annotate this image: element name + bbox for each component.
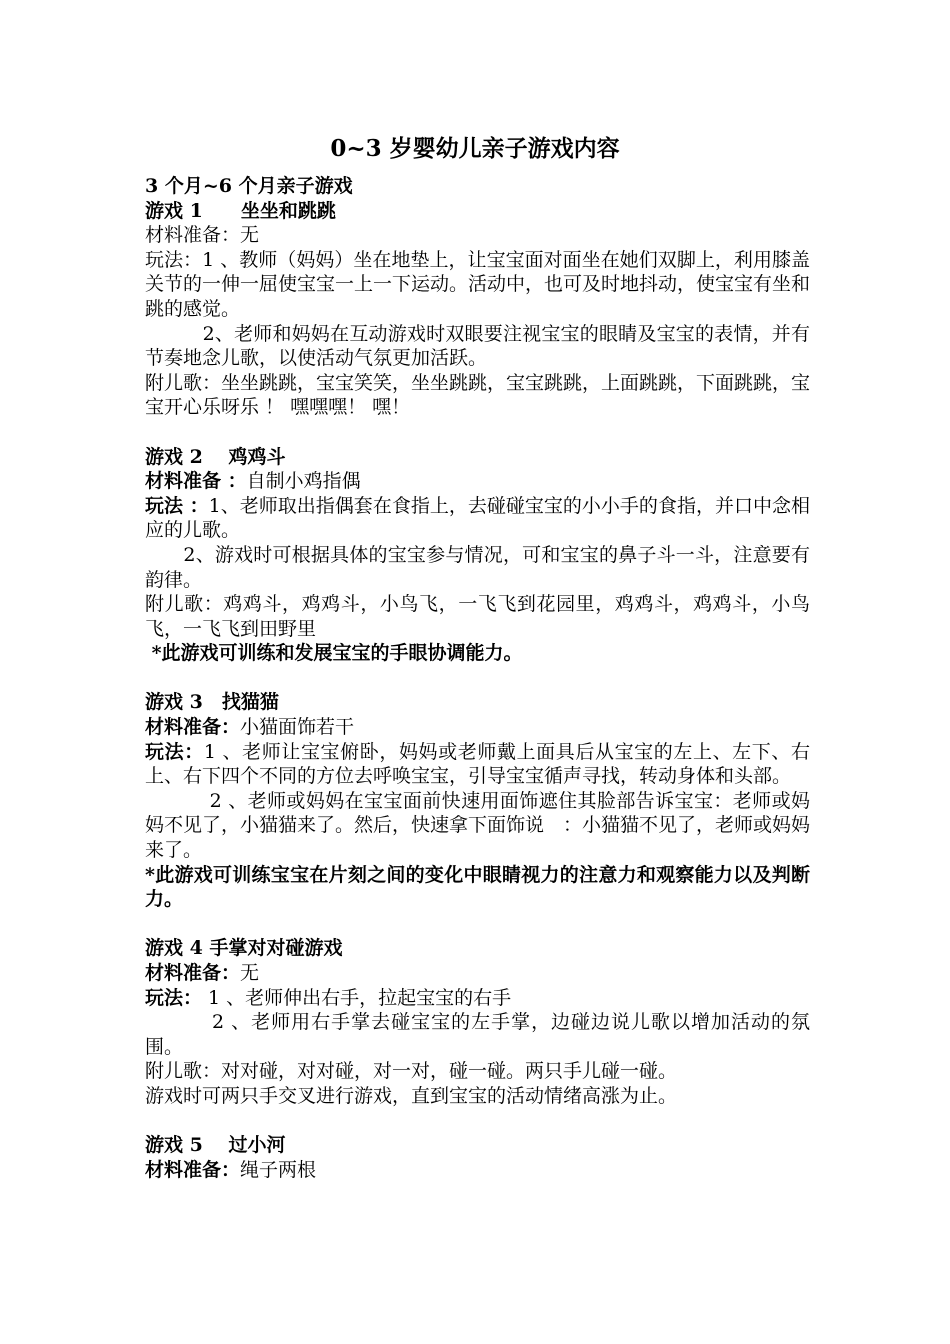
- game2-method-1: [145, 494, 810, 543]
- game3-materials-value: 小猫面饰若干: [240, 716, 355, 739]
- document-title: 0~3 岁婴幼儿亲子游戏内容: [330, 135, 620, 162]
- game5-materials: [145, 1158, 810, 1183]
- game4-method-2: 2 、老师用右手掌去碰宝宝的左手掌，边碰边说儿歌以增加活动的氛围。: [145, 1011, 810, 1058]
- game5-heading: 游戏 5 过小河: [145, 1134, 286, 1157]
- game2-method-2: 2、游戏时可根据具体的宝宝参与情况，可和宝宝的鼻子斗一斗，注意要有韵律。: [145, 543, 810, 591]
- game2-materials-label: 材料准备 ：: [145, 470, 247, 493]
- game1-rhyme: 附儿歌：坐坐跳跳，宝宝笑笑，坐坐跳跳，宝宝跳跳，上面跳跳，下面跳跳，宝宝开心乐呀乐 ！ 嘿嘿嘿！ 嘿！: [145, 371, 811, 419]
- game3-method-1-text: 1 、老师让宝宝俯卧，妈妈或老师戴上面具后从宝宝的左上、左下、右上、右下四个不同的方位去呼唤宝宝，引导宝宝循声寻找，转动身体和头部。: [145, 740, 810, 788]
- game1-heading: 游戏 1 坐坐和跳跳: [145, 199, 336, 222]
- section-heading: 3 个月~6 个月亲子游戏: [145, 175, 353, 197]
- game3-materials-label: 材料准备：: [145, 716, 241, 739]
- spacer: [145, 912, 810, 937]
- game2-materials: [145, 469, 810, 494]
- document-body: [145, 174, 810, 1182]
- game4-materials-label: 材料准备：: [145, 962, 241, 984]
- game4-heading: 游戏 4 手掌对对碰游戏: [145, 937, 343, 960]
- game3-method-2: 2 、老师或妈妈在宝宝面前快速用面饰遮住其脸部告诉宝宝：老师或妈妈不见了，小猫猫来了。然后，快速拿下面饰说 ：小猫猫不见了，老师或妈妈来了。: [145, 789, 811, 862]
- game3-method-label: 玩法：: [145, 740, 204, 763]
- game4-method-1: [145, 986, 810, 1011]
- game3-materials: [145, 715, 810, 740]
- game2-materials-value: 自制小鸡指偶: [246, 470, 361, 493]
- game1-materials: 材料准备：无: [145, 224, 260, 247]
- game5-materials-value: 绳子两根: [240, 1158, 317, 1181]
- game4-extra: 游戏时可两只手交叉进行游戏，直到宝宝的活动情绪高涨为止。: [145, 1084, 678, 1107]
- spacer: [145, 1109, 810, 1134]
- game2-rhyme: 附儿歌：鸡鸡斗，鸡鸡斗，小鸟飞，一飞飞到花园里，鸡鸡斗，鸡鸡斗，小鸟飞，一飞飞到田野里: [145, 593, 810, 640]
- game2-method-label: 玩法 ：: [145, 494, 209, 517]
- game4-materials: [145, 961, 810, 986]
- game5-materials-label: 材料准备：: [145, 1158, 241, 1181]
- game1-method-2: 2、老师和妈妈在互动游戏时双眼要注视宝宝的眼睛及宝宝的表情，并有节奏地念儿歌，以使活动气氛更加活跃。: [145, 322, 810, 370]
- game2-note: *此游戏可训练和发展宝宝的手眼协调能力。: [145, 642, 523, 665]
- game2-method-1-text: 1、老师取出指偶套在食指上，去碰碰宝宝的小小手的食指，并口中念相应的儿歌。: [145, 494, 810, 542]
- game3-method-1: [145, 740, 810, 789]
- game1-method-1: 玩法：1 、教师（妈妈）坐在地垫上，让宝宝面对面坐在她们双脚上，利用膝盖关节的一伸一屈使宝宝一上一下运动。活动中，也可及时地抖动，使宝宝有坐和跳的感觉。: [145, 248, 811, 320]
- game2-heading: 游戏 2 鸡鸡斗: [145, 445, 286, 468]
- game4-method-1-text: 1 、老师伸出右手，拉起宝宝的右手: [202, 986, 512, 1009]
- game4-method-label: 玩法：: [145, 986, 203, 1009]
- game3-note: *此游戏可训练宝宝在片刻之间的变化中眼睛视力的注意力和观察能力以及判断力。: [145, 863, 810, 911]
- game3-heading: 游戏 3 找猫猫: [145, 691, 279, 714]
- game4-materials-value: 无: [240, 962, 260, 984]
- spacer: [145, 420, 810, 445]
- spacer: [145, 666, 810, 691]
- game4-rhyme: 附儿歌：对对碰，对对碰，对一对，碰一碰。两只手儿碰一碰。: [145, 1060, 678, 1083]
